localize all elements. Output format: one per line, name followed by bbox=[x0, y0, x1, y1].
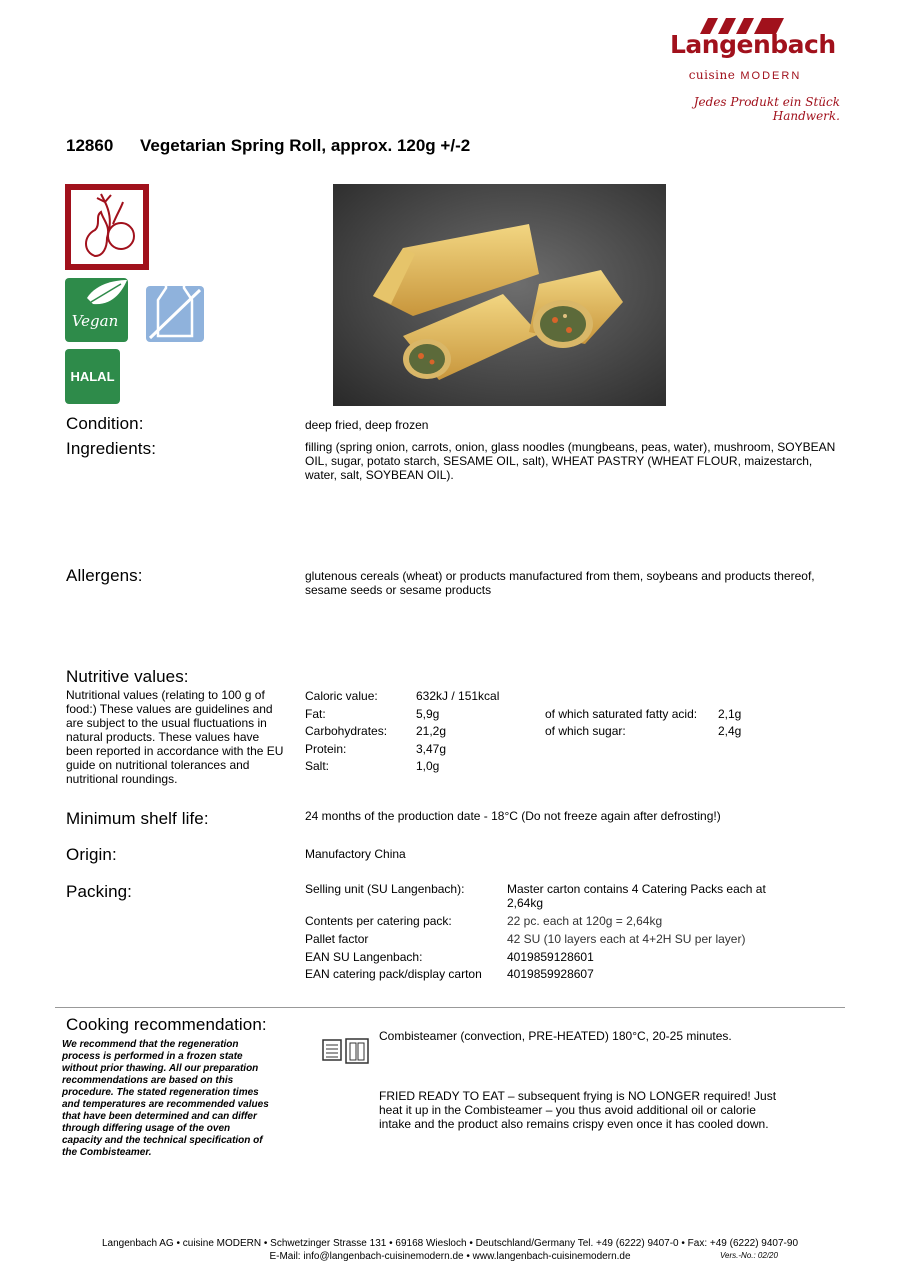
cooking-note bbox=[62, 1039, 292, 1159]
packing-name-0: Selling unit (SU Langenbach): bbox=[305, 882, 465, 896]
cooking-note-line: process is performed in a frozen state bbox=[62, 1051, 243, 1062]
cooking-note-line: recommendations are based on this bbox=[62, 1075, 234, 1086]
ingredients-label: Ingredients: bbox=[66, 439, 157, 458]
cooking-note-line: capacity and the technical specification of bbox=[62, 1135, 263, 1146]
nutrition-note-line: Nutritional values (relating to 100 g of bbox=[66, 688, 265, 702]
nutrition-sub-value: 2,1g bbox=[718, 706, 742, 721]
brand-sub-modern: MODERN bbox=[740, 70, 802, 82]
ingredients-text bbox=[305, 440, 845, 482]
brand-logo: Langenbach bbox=[670, 30, 836, 59]
nutrition-sub-value: 2,4g bbox=[718, 724, 742, 738]
condition-value: deep fried, deep frozen bbox=[305, 418, 429, 432]
halal-badge-icon: HALAL bbox=[65, 349, 120, 404]
nutrition-note-line: are subject to the usual fluctuations in bbox=[66, 716, 267, 730]
cooking-label: Cooking recommendation: bbox=[66, 1015, 267, 1034]
cooking-step-2 bbox=[379, 1089, 829, 1131]
nutrition-note-line: natural products. These values have bbox=[66, 730, 260, 744]
nutrition-label: Nutritive values: bbox=[66, 667, 189, 686]
origin-label: Origin: bbox=[66, 845, 117, 864]
nutrition-note-line: food:) These values are guidelines and bbox=[66, 702, 273, 716]
product-number: 12860 bbox=[66, 136, 114, 155]
brand-sub-cuisine: cuisine bbox=[688, 68, 736, 82]
packing-value-1: 22 pc. each at 120g = 2,64kg bbox=[507, 914, 663, 928]
cooking-note-line: through differing usage of the oven bbox=[62, 1123, 231, 1134]
packing-value-3: 4019859128601 bbox=[507, 950, 594, 964]
shelf-life-value: 24 months of the production date - 18°C (Do not freeze again after defrosting!) bbox=[305, 809, 721, 823]
vegan-badge-label: Vegan bbox=[71, 312, 119, 330]
packing-name-3: EAN SU Langenbach: bbox=[305, 950, 423, 964]
nutrition-row-value: 5,9g bbox=[416, 706, 440, 721]
nutrition-sub-name: of which sugar: bbox=[545, 724, 626, 738]
footer-contact: E-Mail: info@langenbach-cuisinemodern.de • www.langenbach-cuisinemodern.de bbox=[269, 1251, 631, 1262]
vegan-badge-icon bbox=[65, 278, 128, 342]
nutrition-row-name: Caloric value: bbox=[305, 689, 378, 703]
nutrition-note-line: guide on nutritional tolerances and bbox=[66, 758, 250, 772]
vegetarian-icon bbox=[65, 184, 149, 270]
cooking-note-line: and temperatures are recommended values bbox=[62, 1099, 269, 1110]
packing-value-4: 4019859928607 bbox=[507, 967, 594, 981]
brand-tagline: Jedes Produkt ein Stück Handwerk. bbox=[693, 95, 840, 123]
lactose-free-icon bbox=[146, 278, 204, 342]
page-title: Vegetarian Spring Roll, approx. 120g +/-2 bbox=[140, 136, 471, 155]
nutrition-row-value: 21,2g bbox=[416, 724, 447, 738]
nutrition-sub-names bbox=[545, 706, 715, 741]
ingredients-line: water, salt, SOYBEAN OIL). bbox=[305, 468, 454, 482]
nutrition-row-value: 1,0g bbox=[416, 759, 440, 773]
origin-value: Manufactory China bbox=[305, 847, 406, 861]
nutrition-note-line: nutritional roundings. bbox=[66, 772, 178, 786]
nutrition-row-name: Salt: bbox=[305, 759, 330, 773]
packing-label: Packing: bbox=[66, 882, 133, 901]
cooking-step-2-line: intake and the product also remains crispy even once it has cooled down. bbox=[379, 1117, 769, 1131]
section-divider bbox=[55, 1007, 845, 1008]
footer-address: Langenbach AG • cuisine MODERN • Schwetzinger Strasse 131 • 69168 Wiesloch • Deutschland/Germany Tel. +49 (6222) 9407-0 • Fax: +49 (6222) 9407-90 bbox=[101, 1238, 799, 1249]
packing-value-0 bbox=[507, 882, 807, 910]
packing-name-2: Pallet factor bbox=[305, 932, 369, 946]
nutrition-sub-name: of which saturated fatty acid: bbox=[545, 706, 698, 721]
packing-value-line: Master carton contains 4 Catering Packs each at bbox=[507, 882, 766, 896]
packing-value-2: 42 SU (10 layers each at 4+2H SU per layer) bbox=[507, 932, 746, 946]
cooking-note-line: We recommend that the regeneration bbox=[62, 1039, 239, 1050]
condition-label: Condition: bbox=[66, 414, 144, 433]
brand-subtitle bbox=[660, 68, 830, 82]
allergens-label: Allergens: bbox=[66, 566, 143, 585]
cooking-note-line: without prior thawing. All our preparation bbox=[62, 1063, 259, 1074]
nutrition-row-value: 3,47g bbox=[416, 741, 447, 756]
nutrition-row-name: Fat: bbox=[305, 706, 326, 721]
nutrition-note bbox=[66, 688, 296, 786]
packing-value-line: 2,64kg bbox=[507, 896, 544, 910]
cooking-note-line: procedure. The stated regeneration times bbox=[62, 1087, 259, 1098]
allergens-line: sesame seeds or sesame products bbox=[305, 583, 492, 597]
cooking-step-2-line: FRIED READY TO EAT – subsequent frying is NO LONGER required! Just bbox=[379, 1089, 777, 1103]
nutrition-row-value: 632kJ / 151kcal bbox=[416, 689, 500, 703]
nutrition-names bbox=[305, 688, 415, 776]
nutrition-row-name: Carbohydrates: bbox=[305, 724, 388, 738]
nutrition-note-line: been reported in accordance with the EU bbox=[66, 744, 284, 758]
ingredients-line: filling (spring onion, carrots, onion, glass noodles (mungbeans, peas, water), mushroom, SOYBEAN bbox=[305, 440, 836, 454]
allergens-line: glutenous cereals (wheat) or products manufactured from them, soybeans and products thereof, bbox=[305, 569, 815, 583]
cooking-note-line: that have been determined and can differ bbox=[62, 1111, 257, 1122]
allergens-text bbox=[305, 569, 845, 597]
nutrition-row-name: Protein: bbox=[305, 741, 347, 756]
product-photo bbox=[333, 184, 666, 406]
version-number: Vers.-No.: 02/20 bbox=[720, 1251, 778, 1260]
cooking-step-2-line: heat it up in the Combisteamer – you thus avoid additional oil or calorie bbox=[379, 1103, 756, 1117]
cooking-step-1: Combisteamer (convection, PRE-HEATED) 180°C, 20-25 minutes. bbox=[379, 1029, 732, 1043]
cooking-note-line: the Combisteamer. bbox=[62, 1147, 152, 1158]
nutrition-values bbox=[416, 688, 536, 776]
packing-name-1: Contents per catering pack: bbox=[305, 914, 452, 928]
packing-name-4: EAN catering pack/display carton bbox=[305, 967, 482, 981]
combisteamer-icon bbox=[322, 1038, 370, 1064]
shelf-life-label: Minimum shelf life: bbox=[66, 809, 209, 828]
nutrition-sub-values bbox=[718, 706, 778, 741]
ingredients-line: OIL, sugar, potato starch, SESAME OIL, salt), WHEAT PASTRY (WHEAT FLOUR, maizestarch, bbox=[305, 454, 813, 468]
